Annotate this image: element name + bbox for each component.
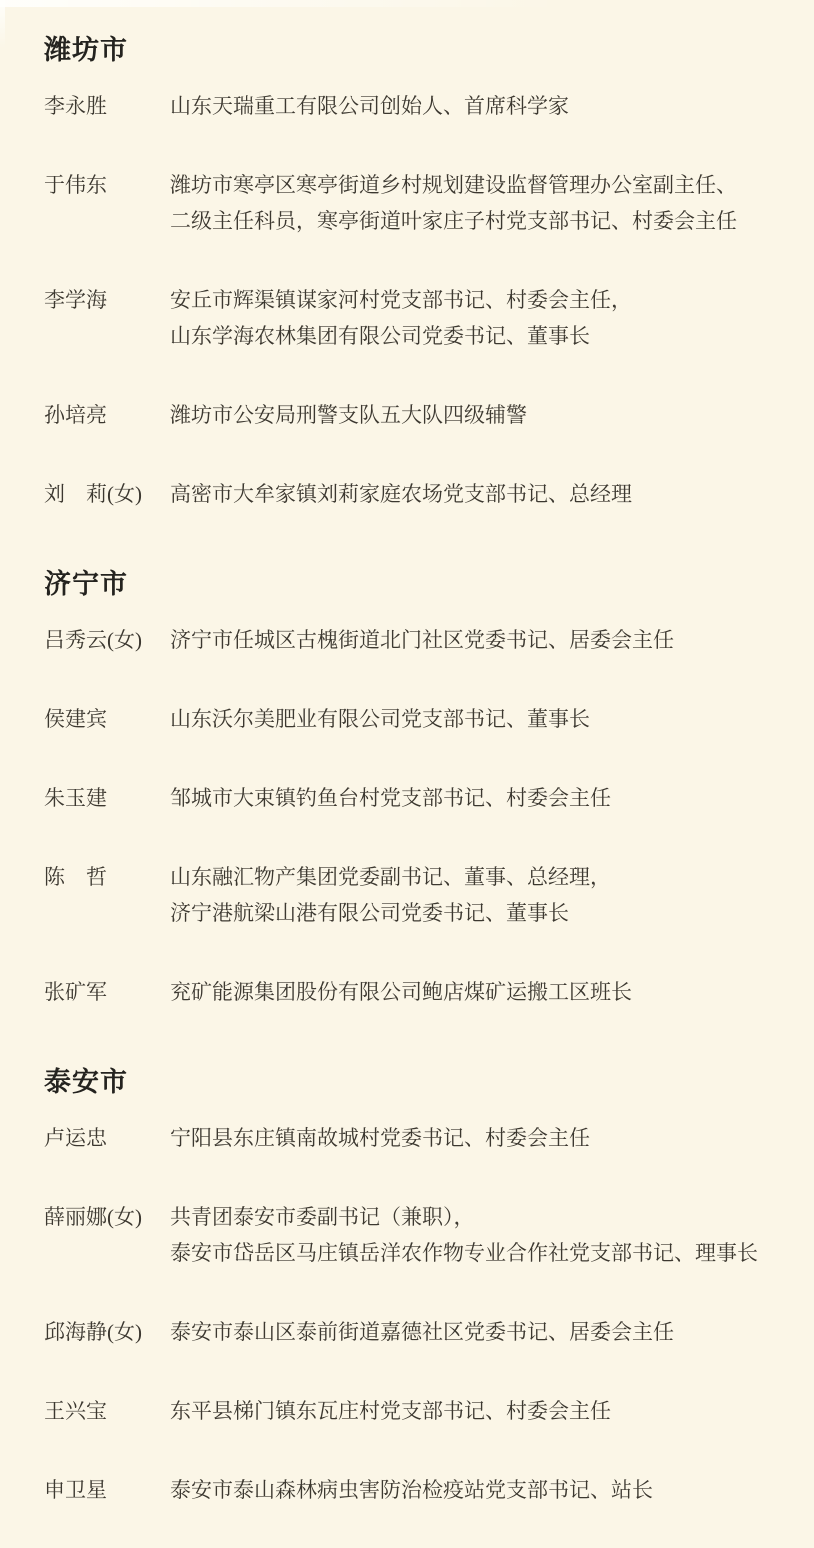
title-line: 济宁市任城区古槐街道北门社区党委书记、居委会主任 <box>170 628 674 652</box>
title-line: 高密市大牟家镇刘莉家庭农场党支部书记、总经理 <box>170 482 632 506</box>
title-line: 宁阳县东庄镇南故城村党委书记、村委会主任 <box>170 1126 590 1150</box>
list-item <box>44 1314 774 1350</box>
title-line: 泰安市泰山区泰前街道嘉德社区党委书记、居委会主任 <box>170 1320 674 1344</box>
person-name: 于伟东 <box>44 173 107 197</box>
person-titles <box>170 1199 774 1271</box>
title-line: 山东沃尔美肥业有限公司党支部书记、董事长 <box>170 707 590 731</box>
section-jining <box>44 555 774 1010</box>
person-titles <box>170 167 774 239</box>
list-item <box>44 88 774 124</box>
title-line: 邹城市大束镇钓鱼台村党支部书记、村委会主任 <box>170 786 611 810</box>
person-titles <box>170 1472 774 1508</box>
person-name: 朱玉建 <box>44 786 107 810</box>
person-name: 陈 哲 <box>44 865 107 889</box>
person-name: 邱海静(女) <box>44 1320 142 1344</box>
person-titles <box>170 397 774 433</box>
person-name: 吕秀云(女) <box>44 628 142 652</box>
top-edge-highlight <box>0 0 560 7</box>
person-titles <box>170 974 774 1010</box>
title-line: 山东融汇物产集团党委副书记、董事、总经理， <box>170 865 611 889</box>
title-line: 山东学海农林集团有限公司党委书记、董事长 <box>170 324 590 348</box>
city-header-taian: 泰安市 <box>44 1067 128 1097</box>
list-item <box>44 397 774 433</box>
title-line: 泰安市泰山森林病虫害防治检疫站党支部书记、站长 <box>170 1478 653 1502</box>
person-titles <box>170 780 774 816</box>
person-titles <box>170 282 774 354</box>
person-name: 张矿军 <box>44 980 107 1004</box>
list-item <box>44 974 774 1010</box>
list-item <box>44 701 774 737</box>
person-titles <box>170 701 774 737</box>
person-name: 侯建宾 <box>44 707 107 731</box>
title-line: 潍坊市寒亭区寒亭街道乡村规划建设监督管理办公室副主任、 <box>170 173 737 197</box>
list-item <box>44 476 774 512</box>
title-line: 山东天瑞重工有限公司创始人、首席科学家 <box>170 94 569 118</box>
title-line: 兖矿能源集团股份有限公司鲍店煤矿运搬工区班长 <box>170 980 632 1004</box>
city-header-weifang: 潍坊市 <box>44 35 128 65</box>
city-header-jining: 济宁市 <box>44 569 128 599</box>
person-name: 卢运忠 <box>44 1126 107 1150</box>
list-item <box>44 167 774 239</box>
title-line: 东平县梯门镇东瓦庄村党支部书记、村委会主任 <box>170 1399 611 1423</box>
list-item <box>44 1393 774 1429</box>
person-titles <box>170 1314 774 1350</box>
list-item <box>44 1120 774 1156</box>
person-titles <box>170 859 774 931</box>
title-line: 潍坊市公安局刑警支队五大队四级辅警 <box>170 403 527 427</box>
section-taian <box>44 1053 774 1508</box>
person-titles <box>170 1393 774 1429</box>
person-name: 薛丽娜(女) <box>44 1205 142 1229</box>
title-line: 泰安市岱岳区马庄镇岳洋农作物专业合作社党支部书记、理事长 <box>170 1241 758 1265</box>
list-item <box>44 780 774 816</box>
title-line: 共青团泰安市委副书记（兼职）， <box>170 1205 475 1229</box>
person-titles <box>170 88 774 124</box>
list-item <box>44 859 774 931</box>
section-weifang <box>44 34 774 512</box>
person-name: 李学海 <box>44 288 107 312</box>
person-titles <box>170 1120 774 1156</box>
list-item <box>44 1199 774 1271</box>
person-name: 李永胜 <box>44 94 107 118</box>
title-line: 安丘市辉渠镇谋家河村党支部书记、村委会主任， <box>170 288 632 312</box>
title-line: 济宁港航梁山港有限公司党委书记、董事长 <box>170 901 569 925</box>
list-item <box>44 282 774 354</box>
person-titles <box>170 476 774 512</box>
person-name: 刘 莉(女) <box>44 482 142 506</box>
person-name: 王兴宝 <box>44 1399 107 1423</box>
list-item <box>44 622 774 658</box>
person-name: 孙培亮 <box>44 403 107 427</box>
person-titles <box>170 622 774 658</box>
person-name: 申卫星 <box>44 1478 107 1502</box>
left-edge-highlight <box>0 0 5 48</box>
list-item <box>44 1472 774 1508</box>
title-line: 二级主任科员，寒亭街道叶家庄子村党支部书记、村委会主任 <box>170 209 737 233</box>
